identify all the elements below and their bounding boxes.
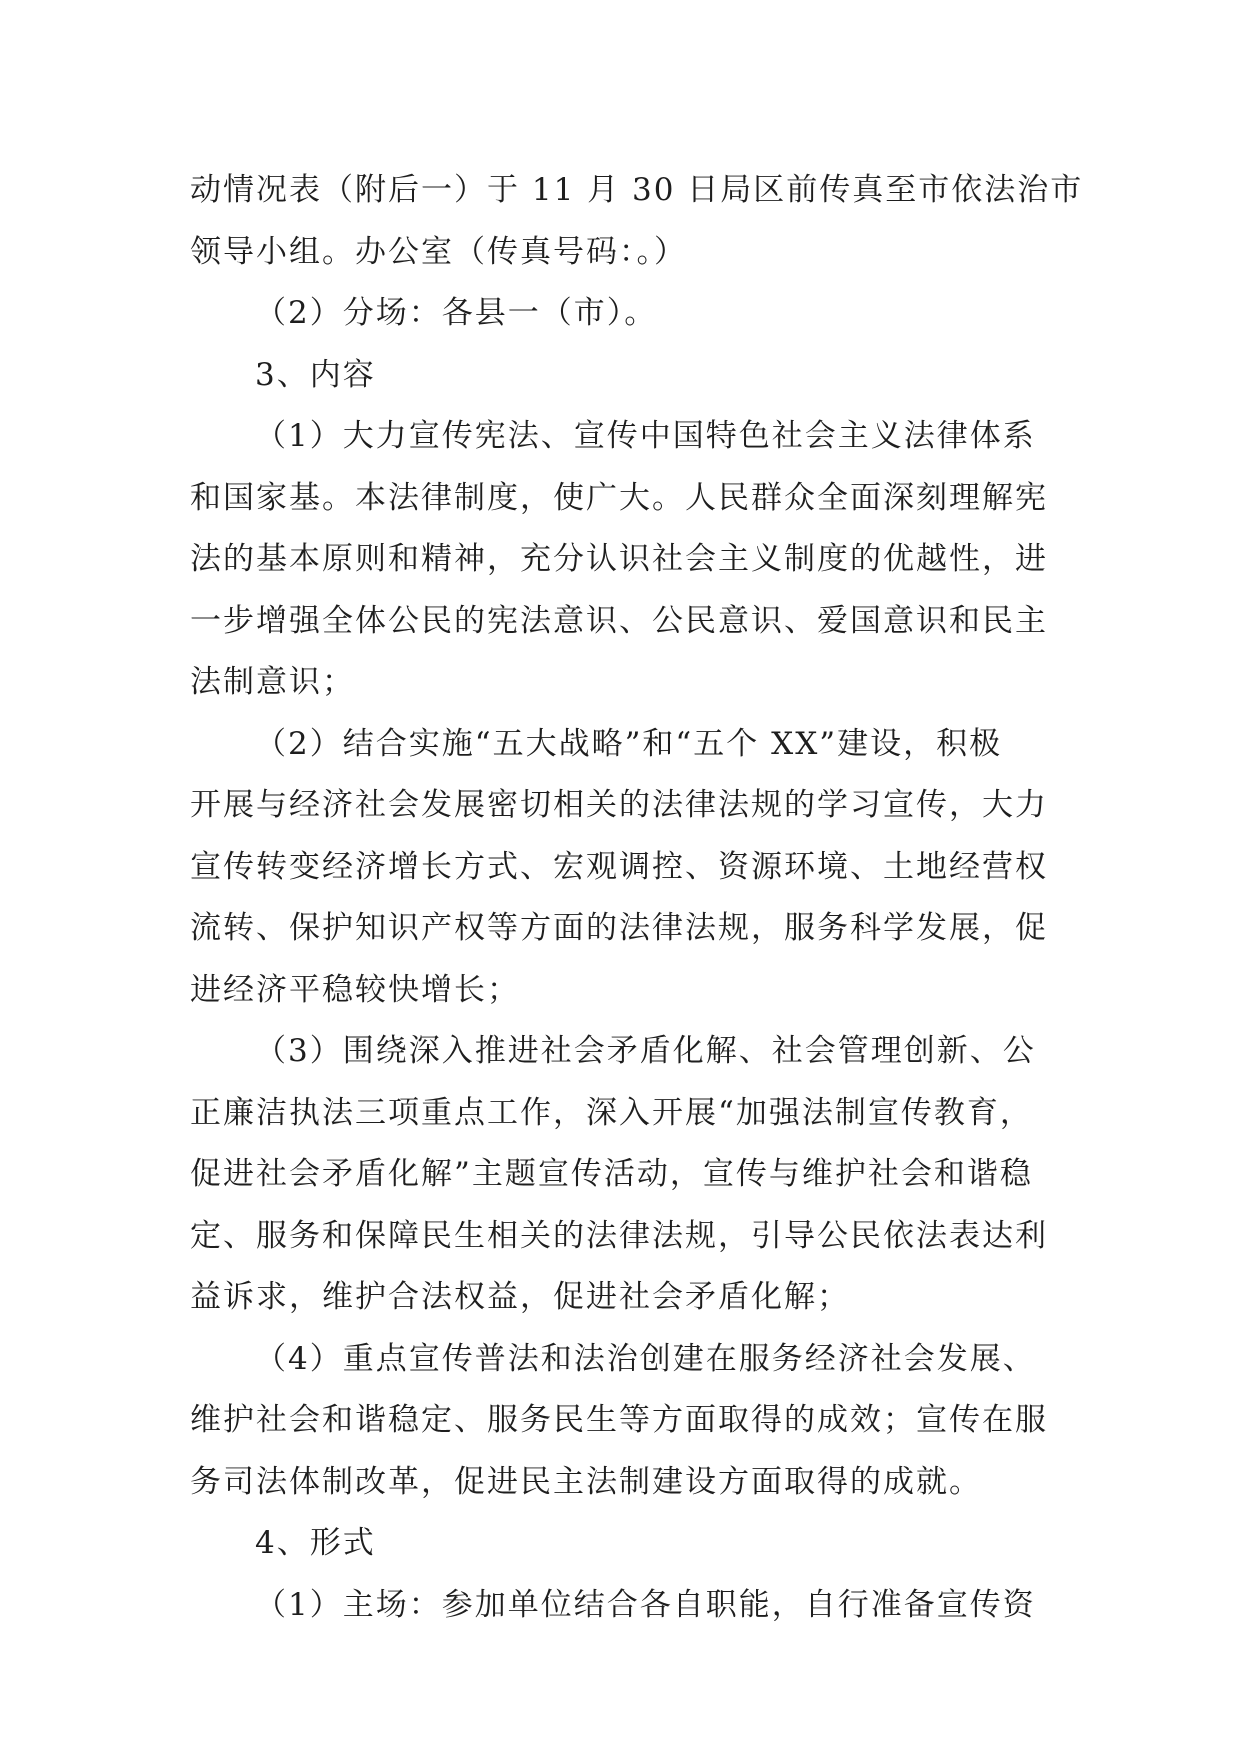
text-line-24: （1）主场：参加单位结合各自职能，自行准备宣传资 <box>255 1586 1036 1623</box>
text-line-22: 务司法体制改革，促进民主法制建设方面取得的成就。 <box>190 1463 982 1500</box>
document-body <box>190 160 1084 1636</box>
text-line-18: 定、服务和保障民生相关的法律法规，引导公民依法表达利 <box>190 1217 1048 1254</box>
text-line-11: 开展与经济社会发展密切相关的法律法规的学习宣传，大力 <box>190 787 1048 823</box>
text-line-17: 促进社会矛盾化解”主题宣传活动，宣传与维护社会和谐稳 <box>190 1156 1033 1192</box>
text-line-7: 法的基本原则和精神，充分认识社会主义制度的优越性，进 <box>190 541 1048 577</box>
text-line-16: 正廉洁执法三项重点工作，深入开展“加强法制宣传教育， <box>190 1094 1033 1131</box>
text-line-15: （3）围绕深入推进社会矛盾化解、社会管理创新、公 <box>255 1033 1036 1069</box>
text-line-1: 动情况表（附后一）于 11 月 30 日局区前传真至市依法治市 <box>190 172 1084 208</box>
text-line-14: 进经济平稳较快增长； <box>190 971 520 1008</box>
section-heading-form: 4、形式 <box>255 1525 376 1561</box>
text-line-21: 维护社会和谐稳定、服务民生等方面取得的成效；宣传在服 <box>190 1402 1048 1438</box>
section-heading-content: 3、内容 <box>255 356 376 393</box>
text-line-8: 一步增强全体公民的宪法意识、公民意识、爱国意识和民主 <box>190 602 1048 639</box>
text-line-20: （4）重点宣传普法和法治创建在服务经济社会发展、 <box>255 1340 1036 1377</box>
text-line-9: 法制意识； <box>190 664 355 700</box>
text-line-10: （2）结合实施“五大战略”和“五个 XX”建设，积极 <box>255 725 1003 762</box>
text-line-19: 益诉求，维护合法权益，促进社会矛盾化解； <box>190 1279 850 1315</box>
text-line-6: 和国家基。本法律制度，使广大。人民群众全面深刻理解宪 <box>190 479 1048 516</box>
text-line-12: 宣传转变经济增长方式、宏观调控、资源环境、土地经营权 <box>190 848 1048 885</box>
text-line-5: （1）大力宣传宪法、宣传中国特色社会主义法律体系 <box>255 418 1036 454</box>
text-line-3: （2）分场：各县一（市）。 <box>255 295 658 331</box>
text-line-13: 流转、保护知识产权等方面的法律法规，服务科学发展，促 <box>190 910 1048 946</box>
text-line-2: 领导小组。办公室（传真号码：。） <box>190 233 687 270</box>
